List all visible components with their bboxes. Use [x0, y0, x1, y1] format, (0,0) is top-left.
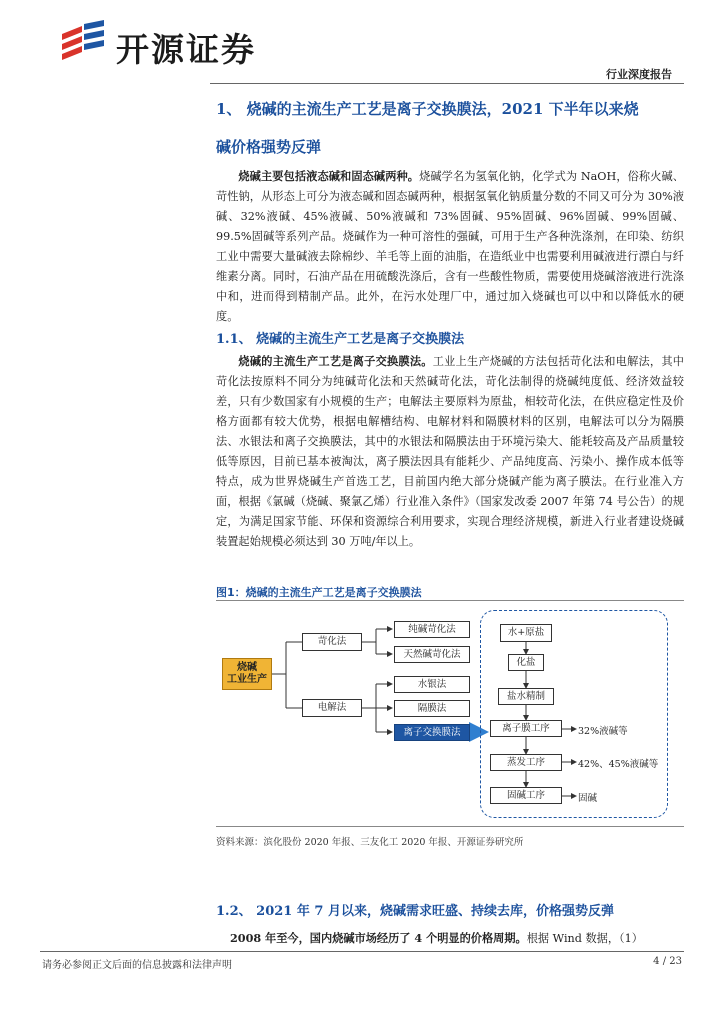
- report-type: 行业深度报告: [606, 68, 672, 81]
- section-1-1-lead: 烧碱的主流生产工艺是离子交换膜法。: [238, 354, 433, 368]
- section-1-2-title: 1.2、 2021 年 7 月以来，烧碱需求旺盛、持续去库，价格强势反弹: [216, 904, 614, 919]
- causticization-node: 苛化法: [302, 633, 362, 651]
- section-1-lead: 烧碱主要包括液态碱和固态碱两种。: [238, 169, 420, 183]
- section-1-body: 烧碱学名为氢氧化钠，化学式为 NaOH，俗称火碱、苛性钠，从形态上可分为液态碱和固态碱两种，根据氢氧化钠质量分数的不同又可分为 30%液碱、32%液碱、45%液碱、50%液碱和 73%固碱、95%固碱、96%固碱、99%固碱、99.5%固碱等系列产品。烧碱作为一种可溶性的强碱，可用于生产各种洗涤剂，在印染、纺织工业中需要大量碱液去除棉纱、羊毛等上面的油脂，在造纸业中也需要利用碱液进行漂白与纤维素分离。同时，石油产品在用硫酸洗涤后，含有一些酸性物质，需要使用烧碱溶液进行洗涤中和，进而得到精制产品。此外，在污水处理厂中，通过加入烧碱也可以中和以降低水的硬度。: [216, 170, 684, 323]
- footer-divider: [40, 951, 684, 952]
- natural-causticization-node: 天然碱苛化法: [394, 646, 470, 663]
- section-1-1-paragraph: [216, 351, 684, 552]
- section-1-1-title: 1.1、 烧碱的主流生产工艺是离子交换膜法: [216, 332, 465, 347]
- root-node: 烧碱 工业生产: [222, 658, 272, 690]
- soda-causticization-node: 纯碱苛化法: [394, 621, 470, 638]
- mercury-method-node: 水银法: [394, 676, 470, 693]
- output-42-label: 42%、45%液碱等: [578, 759, 659, 770]
- ion-membrane-process-node: 离子膜工序: [490, 720, 562, 737]
- page-number: 4 / 23: [653, 956, 682, 967]
- water-salt-node: 水+原盐: [500, 624, 552, 642]
- electrolysis-node: 电解法: [302, 699, 362, 717]
- figure-bottom-rule: [216, 826, 684, 827]
- evaporation-node: 蒸发工序: [490, 754, 562, 771]
- output-32-label: 32%液碱等: [578, 726, 628, 737]
- section-1-2-body: 根据 Wind 数据，（1）: [526, 932, 643, 945]
- footer-disclaimer: 请务必参阅正文后面的信息披露和法律声明: [42, 960, 232, 971]
- output-solid-label: 固碱: [578, 793, 598, 804]
- section-1-2-lead: 2008 年至今，国内烧碱市场经历了 4 个明显的价格周期。: [230, 931, 527, 945]
- section-1-title-line1: 1、 烧碱的主流生产工艺是离子交换膜法，2021 下半年以来烧: [216, 100, 639, 118]
- dissolve-node: 化盐: [508, 654, 544, 671]
- brand-name: 开源证券: [116, 30, 256, 69]
- figure-source: 资料来源：滨化股份 2020 年报、三友化工 2020 年报、开源证券研究所: [216, 837, 524, 848]
- header-divider: [210, 83, 684, 84]
- brand-mark-icon: [58, 20, 108, 66]
- brand-logo: [58, 20, 298, 69]
- section-1-1-body: 工业上生产烧碱的方法包括苛化法和电解法，其中苛化法按原料不同分为纯碱苛化法和天然碱苛化法，苛化法制得的烧碱纯度低、经济效益较差，只有少数国家有小规模的生产；电解法主要原料为原盐，相较苛化法，在供应稳定性及价格方面都有较大优势，根据电解槽结构、电解材料和隔膜材料的区别，电解法可以分为隔膜法、水银法和离子交换膜法，其中的水银法和隔膜法由于环境污染大、能耗较高及产品质量较低等原因，目前已基本被淘汰，离子膜法因具有能耗少、产品纯度高、污染小、操作成本低等特点，成为世界烧碱生产首选工艺，目前国内绝大部分烧碱产能为离子膜法。在行业准入方面，根据《氯碱（烧碱、聚氯乙烯）行业准入条件》（国家发改委 2007 年第 74 号公告）的规定，为满足国家节能、环保和资源综合利用要求，实现合理经济规模，新进入行业者建设烧碱装置起始规模必须达到 30 万吨/年以上。: [216, 355, 684, 548]
- solid-caustic-node: 固碱工序: [490, 787, 562, 804]
- brine-refining-node: 盐水精制: [498, 688, 554, 705]
- section-1-paragraph: [216, 166, 684, 327]
- section-1-2-paragraph: [230, 930, 684, 946]
- section-1-title-line2: 碱价格强势反弹: [216, 138, 322, 156]
- figure-1-title: 图1：烧碱的主流生产工艺是离子交换膜法: [216, 586, 422, 599]
- figure-top-rule: [216, 600, 684, 601]
- diaphragm-method-node: 隔膜法: [394, 700, 470, 717]
- process-diagram: [216, 604, 684, 824]
- ion-exchange-node: 离子交换膜法: [394, 724, 470, 741]
